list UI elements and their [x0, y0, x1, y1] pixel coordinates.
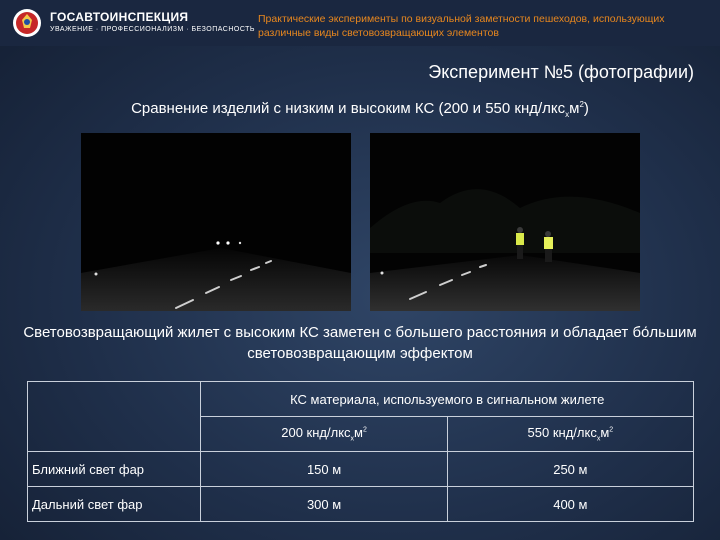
page-title: Эксперимент №5 (фотографии) — [428, 62, 694, 82]
col-200-x: x — [350, 435, 355, 443]
cell-low-beam-200: 150 м — [201, 452, 447, 487]
table-col-550 — [447, 417, 693, 452]
brand-title: ГОСАВТОИНСПЕКЦИЯ — [50, 10, 189, 24]
photo-high-kc-vest — [370, 133, 640, 311]
col-550-prefix: 550 кнд/лкс — [527, 425, 597, 441]
gai-emblem-icon — [12, 8, 42, 38]
night-road-photo-right — [370, 133, 640, 311]
brand-motto: УВАЖЕНИЕ · ПРОФЕССИОНАЛИЗМ · БЕЗОПАСНОСТЬ — [50, 26, 256, 33]
table-row — [28, 452, 694, 487]
table-row — [28, 487, 694, 522]
cell-low-beam-550: 250 м — [447, 452, 693, 487]
subtitle-unit-m: м — [569, 100, 580, 117]
col-550-x: x — [596, 435, 601, 443]
subtitle-text: Сравнение изделий с низким и высоким КС (200 и 550 кнд/лкс — [131, 100, 566, 117]
col-550-exp: 2 — [609, 426, 614, 434]
kc-comparison-table — [27, 381, 694, 522]
subtitle-exp: 2 — [579, 100, 584, 109]
header-caption: Практические эксперименты по визуальной заметности пешеходов, использующих различные виды световозвращающих элементов — [258, 13, 665, 39]
subtitle-x: x — [565, 110, 570, 119]
col-200-exp: 2 — [362, 426, 367, 434]
table-corner-cell — [28, 382, 201, 452]
table-header-row — [28, 382, 694, 417]
comparison-subtitle — [0, 100, 720, 119]
night-road-photo-left — [81, 133, 351, 311]
cell-high-beam-550: 400 м — [447, 487, 693, 522]
table-header-main: КС материала, используемого в сигнальном жилете — [201, 382, 694, 417]
table-col-200 — [201, 417, 447, 452]
subtitle-close: ) — [583, 100, 589, 117]
conclusion-text: Световозвращающий жилет с высоким КС заметен с большего расстояния и обладает бо́льшим световозвращающим эффектом — [23, 324, 697, 362]
col-200-prefix: 200 кнд/лкс — [281, 425, 351, 441]
col-200-m: м — [354, 425, 363, 441]
photo-low-kc-vest — [81, 133, 351, 311]
row-label-high-beam: Дальний свет фар — [28, 487, 201, 522]
cell-high-beam-200: 300 м — [201, 487, 447, 522]
col-550-m: м — [600, 425, 610, 441]
header-bar — [0, 0, 720, 46]
row-label-low-beam: Ближний свет фар — [28, 452, 201, 487]
